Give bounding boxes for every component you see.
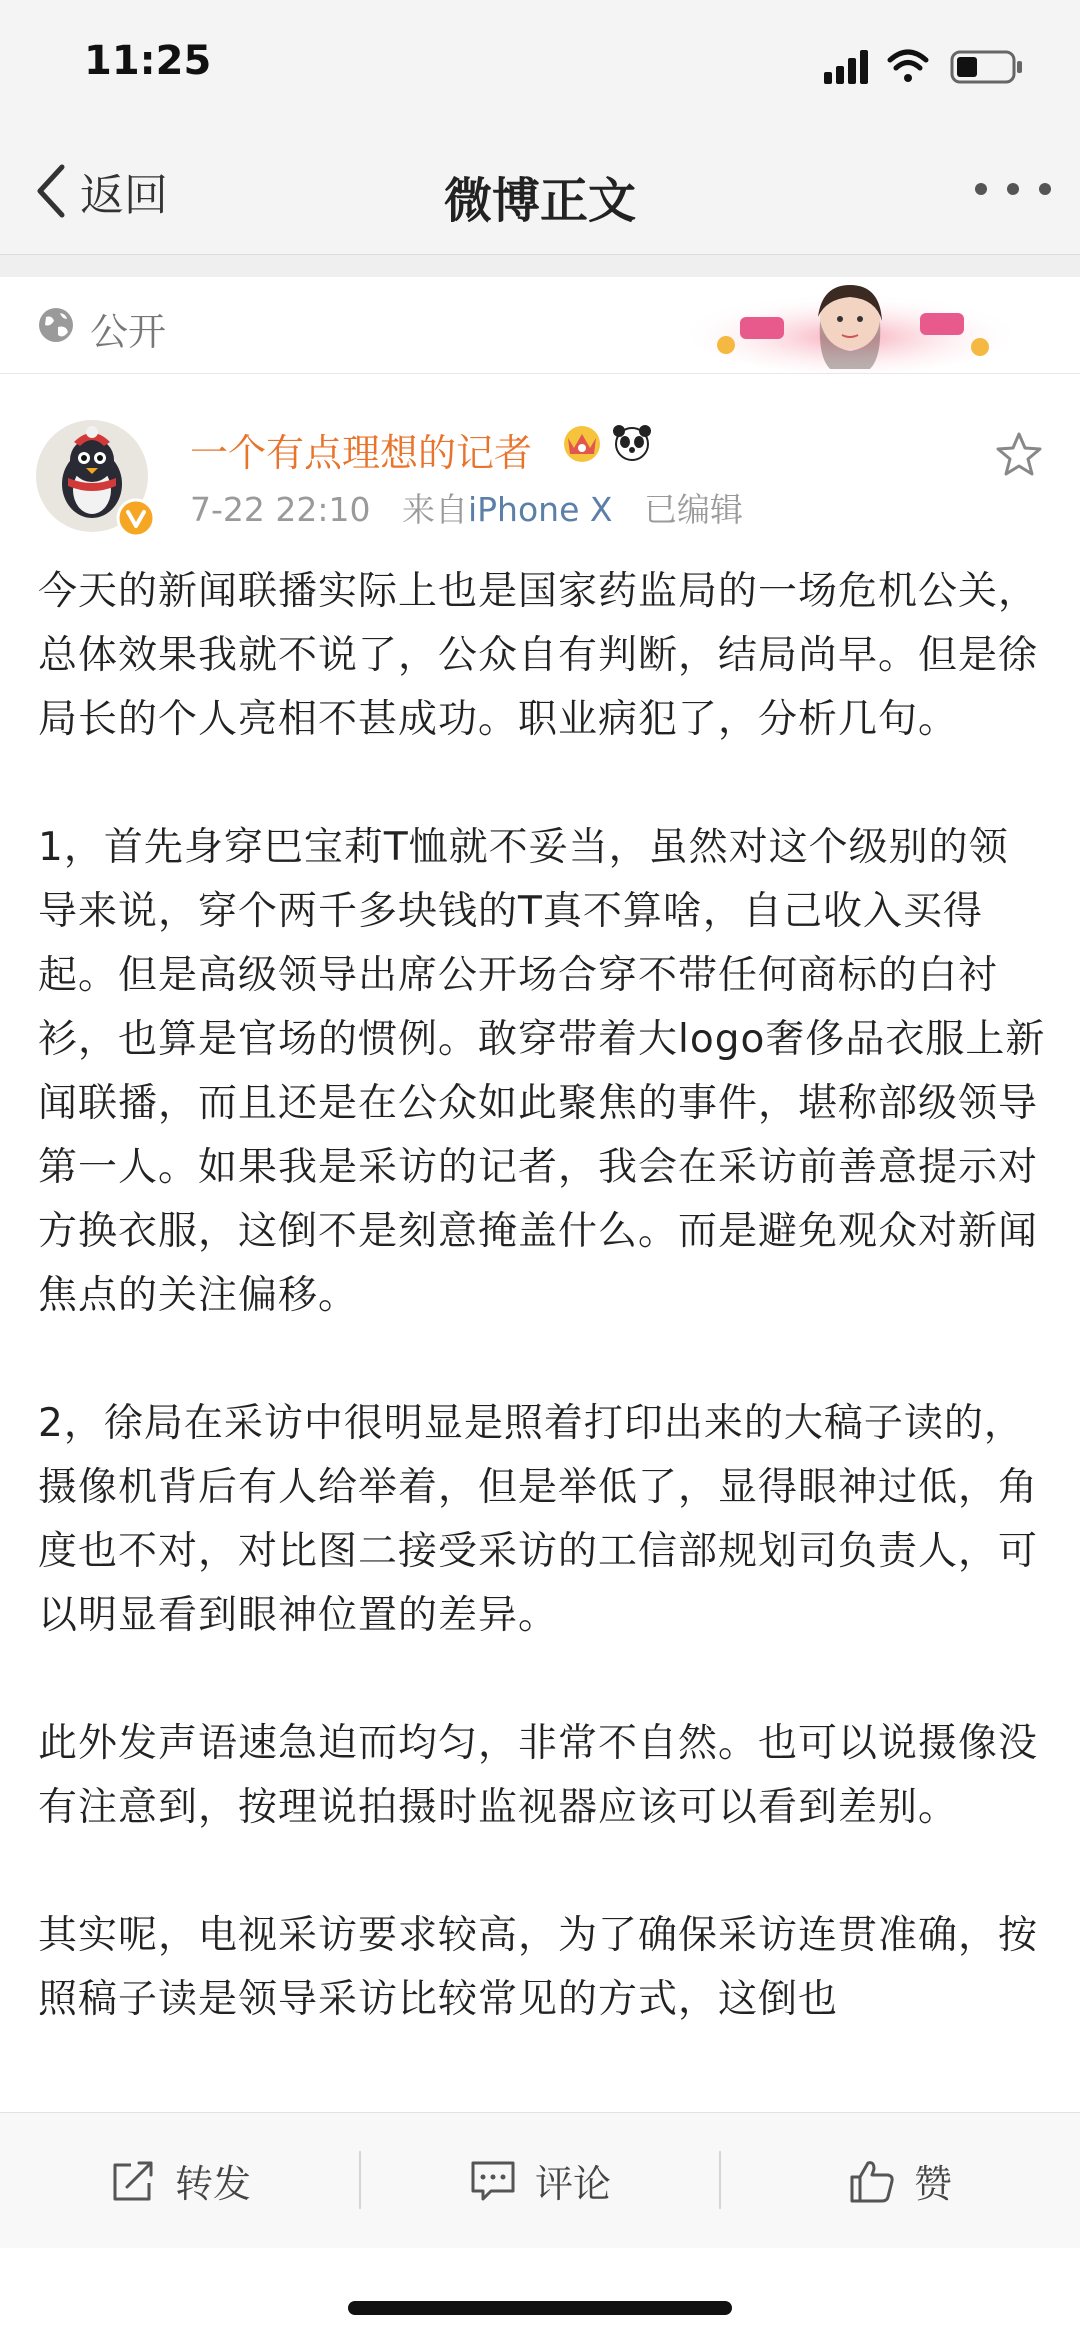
decorative-banner-image — [690, 277, 1010, 373]
crown-badge-icon — [560, 420, 604, 464]
status-icons — [824, 46, 1044, 86]
signal-icon — [824, 50, 868, 84]
post-paragraph: 2，徐局在采访中很明显是照着打印出来的大稿子读的，摄像机背后有人给举着，但是举低了，显得眼神过低，角度也不对，对比图二接受采访的工信部规划司负责人，可以明显看到眼神位置的差异。 — [38, 1401, 1039, 1638]
comment-icon — [469, 2157, 517, 2205]
comment-button[interactable] — [360, 2113, 720, 2248]
author-name[interactable]: 一个有点理想的记者 — [190, 431, 533, 475]
repost-icon — [109, 2157, 157, 2205]
post-paragraph: 今天的新闻联播实际上也是国家药监局的一场危机公关，总体效果我就不说了，公众自有判断，结局尚早。但是徐局长的个人亮相不甚成功。职业病犯了，分析几句。 — [38, 569, 1039, 742]
post-edited-label: 已编辑 — [643, 490, 743, 529]
like-button[interactable] — [720, 2113, 1080, 2248]
post-source-prefix: 来自 — [401, 490, 468, 529]
repost-button[interactable] — [0, 2113, 360, 2248]
post-meta — [190, 484, 743, 531]
wifi-icon — [890, 52, 926, 82]
page-title: 微博正文 — [443, 173, 636, 229]
battery-icon — [952, 52, 1022, 82]
status-bar — [0, 0, 1080, 130]
back-label: 返回 — [80, 170, 168, 221]
nav-bar — [0, 130, 1080, 255]
section-gap — [0, 255, 1080, 277]
globe-icon — [36, 305, 76, 345]
post-paragraph: 其实呢，电视采访要求较高，为了确保采访连贯准确，按照稿子读是领导采访比较常见的方式，这倒也 — [38, 1913, 1039, 2022]
more-options-icon[interactable] — [972, 174, 1054, 204]
comment-label: 评论 — [534, 2162, 611, 2206]
like-label: 赞 — [913, 2162, 952, 2206]
thumbs-up-icon — [848, 2157, 896, 2205]
post-source-link[interactable]: iPhone X — [467, 490, 613, 529]
post-paragraph: 1，首先身穿巴宝莉T恤就不妥当，虽然对这个级别的领导来说，穿个两千多块钱的T真不算啥，自己收入买得起。但是高级领导出席公开场合穿不带任何商标的白衬衫，也算是官场的惯例。敢穿带着大logo奢侈品衣服上新闻联播，而且还是在公众如此聚焦的事件，堪称部级领导第一人。如果我是采访的记者，我会在采访前善意提示对方换衣服，这倒不是刻意掩盖什么。而是避免观众对新闻焦点的关注偏移。 — [38, 825, 1046, 1318]
post-body — [38, 560, 1048, 2112]
verified-badge-icon — [116, 498, 156, 538]
panda-badge-icon — [610, 420, 654, 464]
home-indicator[interactable] — [348, 2301, 732, 2315]
action-toolbar — [0, 2112, 1080, 2248]
favorite-star-icon[interactable] — [994, 430, 1044, 480]
visibility-row — [0, 277, 1080, 374]
status-time: 11:25 — [84, 38, 212, 84]
post-timestamp: 7-22 22:10 — [190, 490, 371, 529]
author-badges — [560, 420, 654, 464]
post-paragraph: 此外发声语速急迫而均匀，非常不自然。也可以说摄像没有注意到，按理说拍摄时监视器应该可以看到差别。 — [38, 1721, 1039, 1830]
repost-label: 转发 — [174, 2162, 251, 2206]
post-header — [0, 400, 1080, 550]
visibility-label: 公开 — [90, 310, 167, 354]
